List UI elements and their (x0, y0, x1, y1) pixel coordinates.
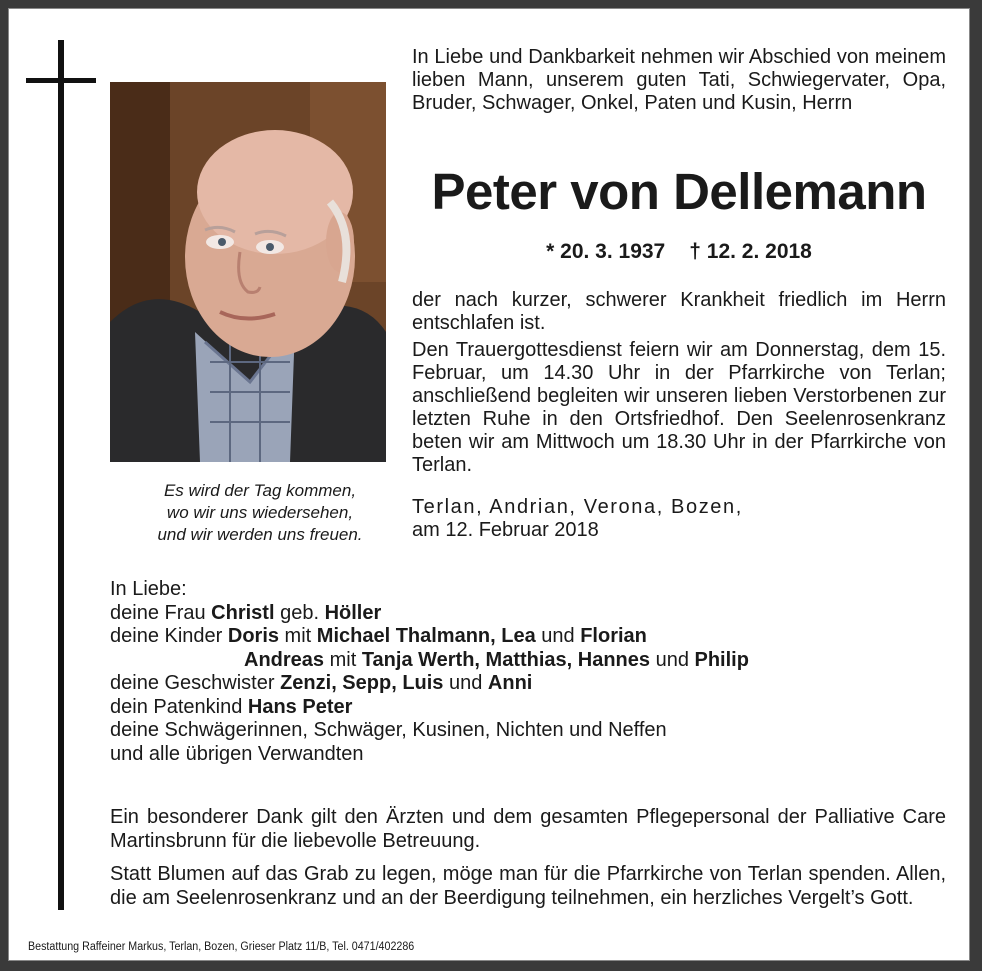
quote-line: und wir werden uns freuen. (157, 525, 363, 544)
family-line-children-2: Andreas mit Tanja Werth, Matthias, Hannes und Philip (244, 648, 749, 671)
cross-icon-bar (26, 78, 96, 83)
thanks-paragraph: Statt Blumen auf das Grab zu legen, möge man für die Pfarrkirche von Terlan spenden. Allen, die am Seelenrosenkranz und an der Beerdigung teilnehmen, ein herzliches Vergelt’s Gott. (110, 863, 946, 909)
memorial-quote (110, 480, 410, 546)
family-list (110, 578, 946, 766)
funeral-home-footer: Bestattung Raffeiner Markus, Terlan, Bozen, Grieser Platz 11/B, Tel. 0471/402286 (28, 941, 415, 953)
family-heading: In Liebe: (110, 578, 187, 600)
family-line-wife: deine Frau Christl geb. Höller (110, 601, 382, 624)
birth-date: * 20. 3. 1937 (546, 240, 666, 263)
family-line-others: und alle übrigen Verwandten (110, 742, 364, 765)
family-line-siblings: deine Geschwister Zenzi, Sepp, Luis und Anni (110, 672, 533, 694)
announcement-paragraph: der nach kurzer, schwerer Krankheit friedlich im Herrn entschlafen ist. (412, 289, 946, 334)
family-line-children: deine Kinder Doris mit Michael Thalmann, Lea und Florian (110, 625, 647, 647)
intro-text: In Liebe und Dankbarkeit nehmen wir Abschied von meinem lieben Mann, unserem guten Tati, Schwiegervater, Opa, Bruder, Schwager, Onkel, Paten und Kusin, Herrn (412, 46, 946, 114)
place-line: Terlan, Andrian, Verona, Bozen, (412, 496, 743, 518)
date-line: am 12. Februar 2018 (412, 519, 599, 541)
family-line-godchild: dein Patenkind Hans Peter (110, 695, 353, 718)
quote-line: Es wird der Tag kommen, (163, 481, 357, 500)
announcement-paragraph: Den Trauergottesdienst feiern wir am Donnerstag, dem 15. Februar, um 14.30 Uhr in der Pfarrkirche von Terlan; anschließend begleiten wir unseren lieben Verstorbenen zur letzten Ruhe in den Ortsfriedhof. Den Seelenrosenkranz beten wir am Mittwoch um 18.30 Uhr in der Pfarrkirche von Terlan. (412, 339, 946, 476)
death-date: † 12. 2. 2018 (689, 240, 812, 263)
thanks-paragraph: Ein besonderer Dank gilt den Ärzten und dem gesamten Pflegepersonal der Palliative Care Martinsbrunn für die liebevolle Betreuung. (110, 806, 946, 852)
portrait-photo (110, 82, 386, 462)
place-date (412, 496, 946, 542)
announcement-text (412, 289, 946, 481)
quote-line: wo wir uns wiedersehen, (166, 503, 354, 522)
deceased-name: Peter von Dellemann (431, 163, 927, 220)
family-line-inlaws: deine Schwägerinnen, Schwäger, Kusinen, Nichten und Neffen (110, 719, 667, 741)
cross-icon (58, 40, 64, 910)
thanks-section (110, 806, 946, 920)
life-dates (412, 240, 946, 264)
